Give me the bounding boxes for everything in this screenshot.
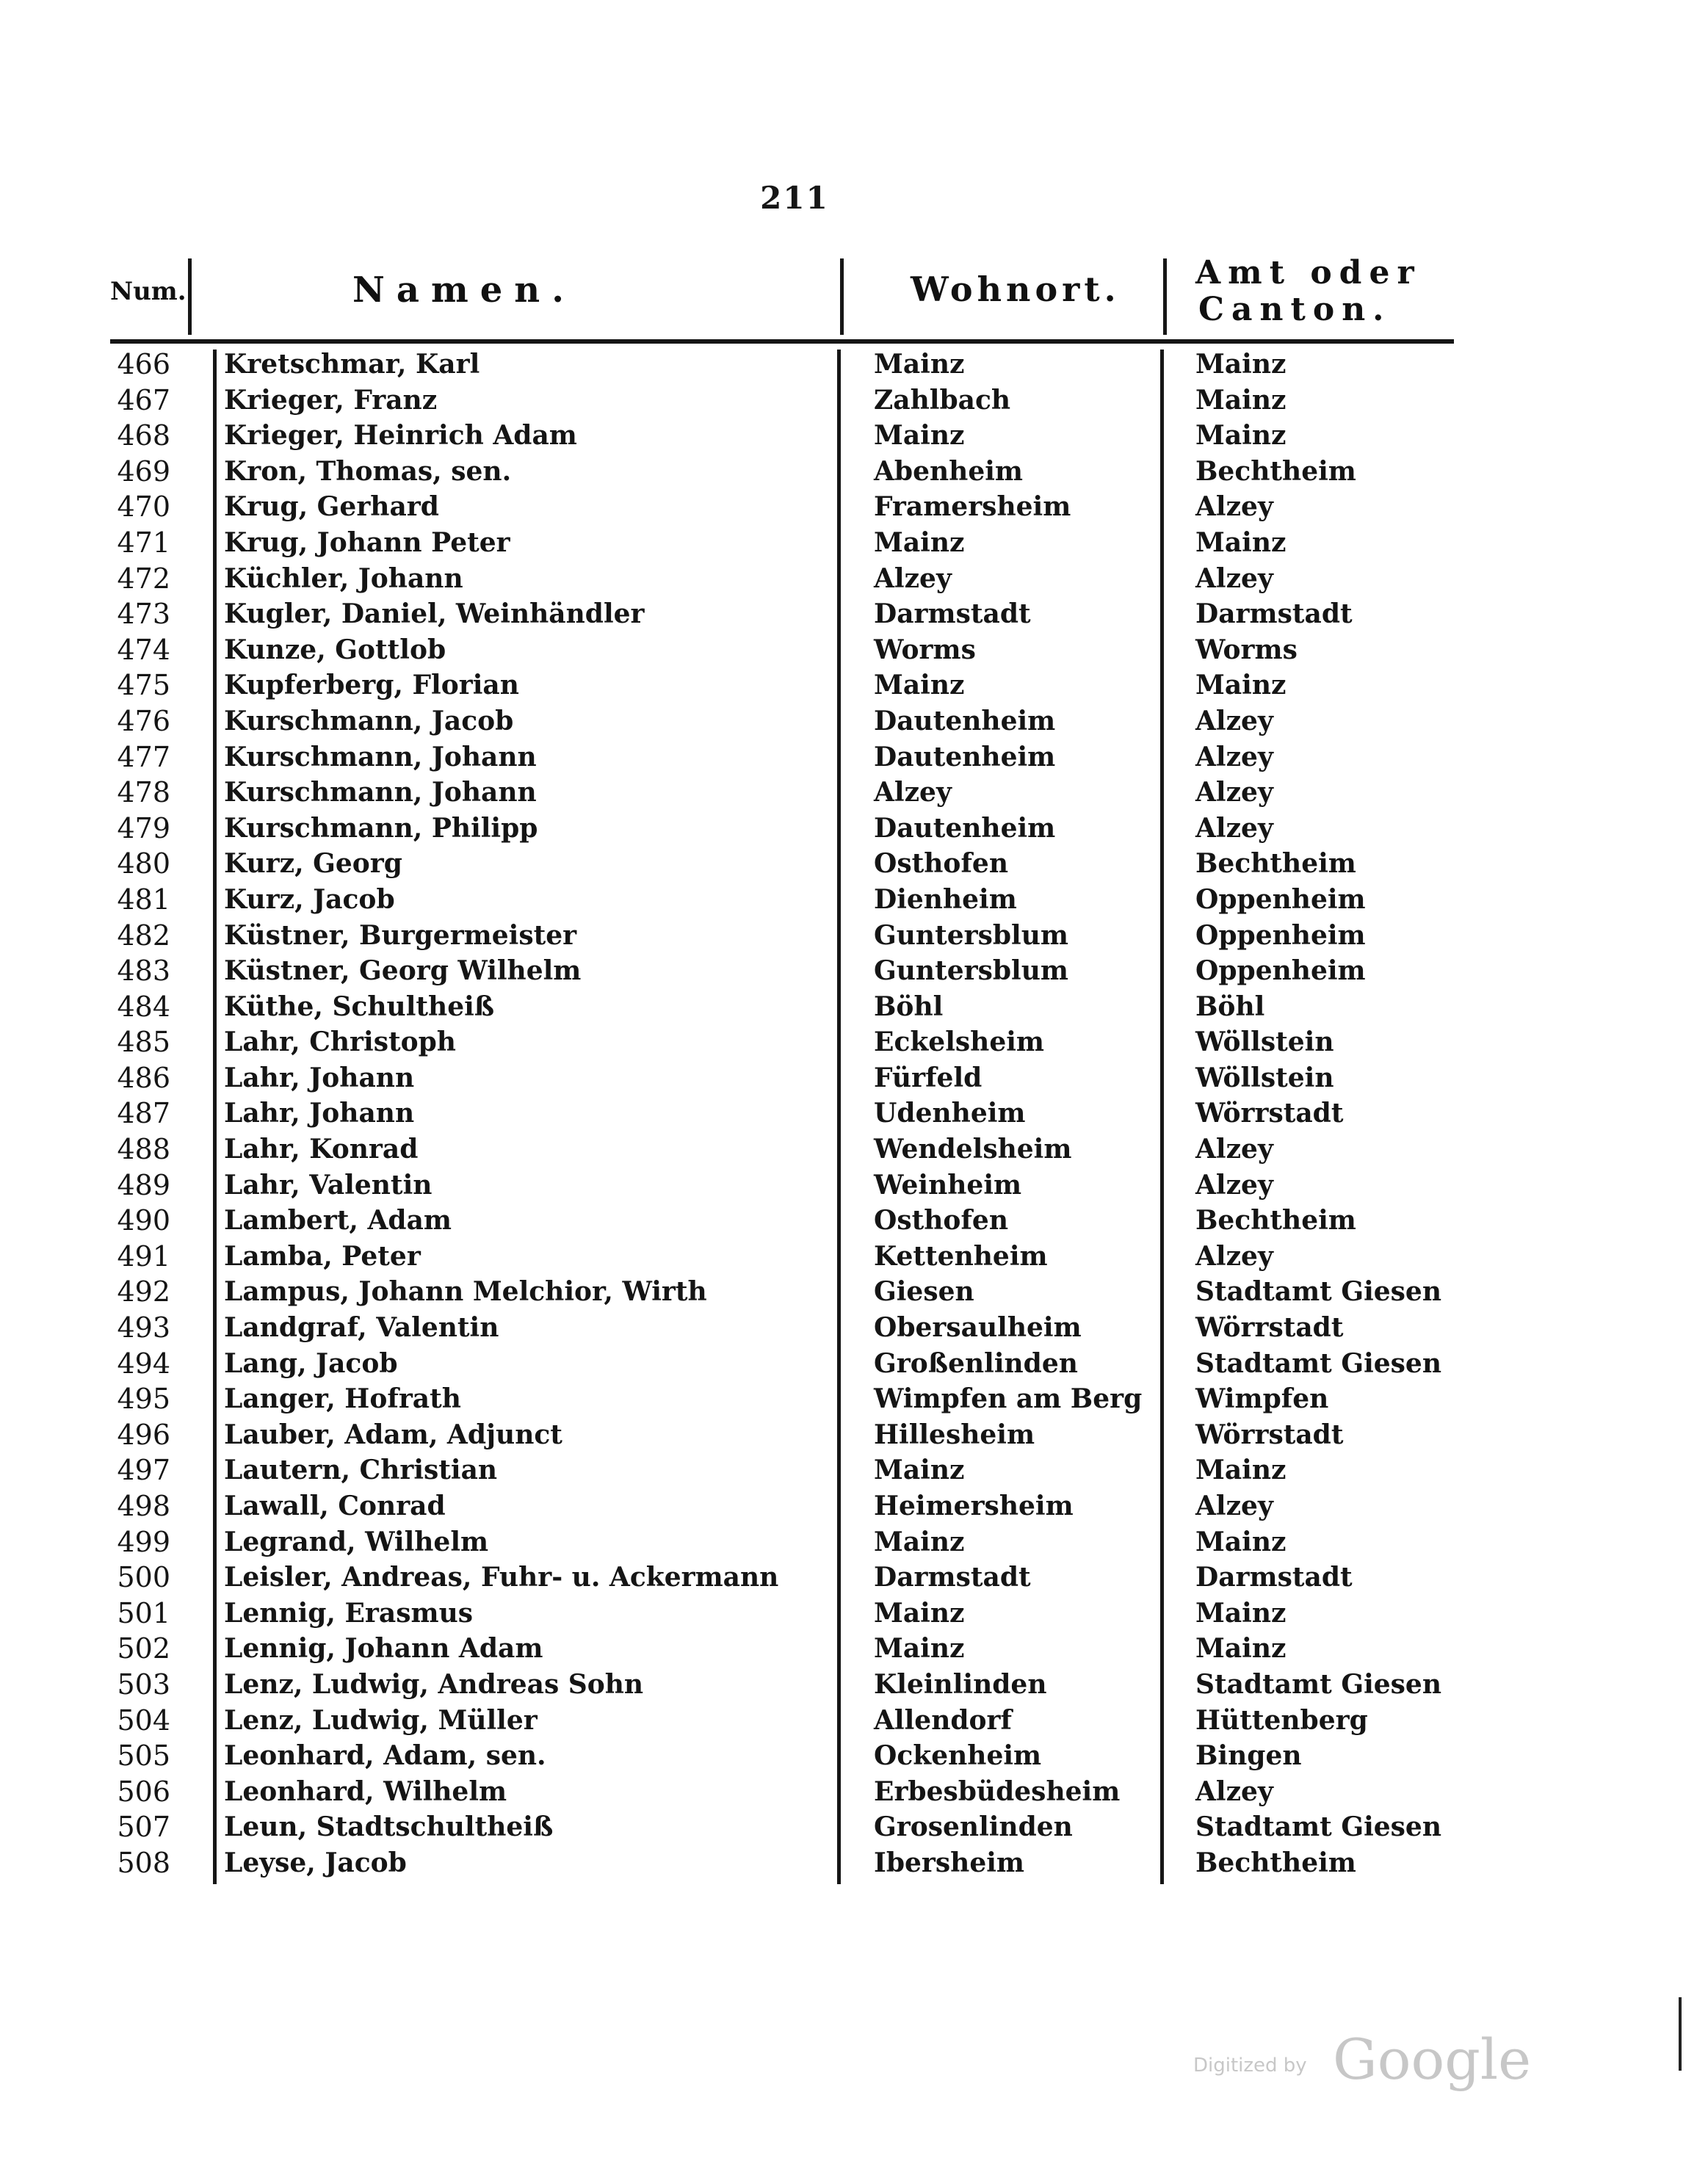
row-name: Leun, Stadtschultheiß	[224, 1811, 554, 1843]
row-num: 493	[117, 1311, 170, 1344]
row-place: Alzey	[874, 777, 952, 808]
header-num: Num.	[110, 277, 187, 306]
table-row	[110, 953, 1454, 989]
row-num: 505	[117, 1740, 170, 1773]
row-place: Worms	[874, 634, 976, 665]
row-place: Mainz	[874, 1526, 965, 1557]
row-place: Dautenheim	[874, 741, 1056, 772]
row-num: 485	[117, 1026, 170, 1059]
table-row	[110, 1168, 1454, 1203]
row-place: Abenheim	[874, 455, 1024, 487]
row-amt: Alzey	[1195, 491, 1273, 523]
row-name: Lahr, Johann	[224, 1062, 415, 1093]
row-amt: Worms	[1195, 634, 1298, 665]
row-name: Leonhard, Adam, sen.	[224, 1740, 546, 1772]
row-place: Kleinlinden	[874, 1668, 1047, 1700]
row-num: 481	[117, 883, 170, 916]
row-num: 486	[117, 1061, 170, 1094]
row-amt: Alzey	[1195, 562, 1273, 594]
row-num: 476	[117, 704, 170, 737]
row-num: 467	[117, 383, 170, 416]
row-place: Udenheim	[874, 1098, 1026, 1129]
table-row	[110, 383, 1454, 419]
row-num: 495	[117, 1383, 170, 1416]
table-row	[110, 454, 1454, 490]
row-amt: Alzey	[1195, 1240, 1273, 1272]
table-row	[110, 1738, 1454, 1774]
row-place: Mainz	[874, 526, 965, 558]
row-place: Darmstadt	[874, 1562, 1031, 1593]
row-amt: Stadtamt Giesen	[1195, 1276, 1442, 1308]
scan-edge-mark	[1679, 1997, 1682, 2071]
row-place: Eckelsheim	[874, 1027, 1044, 1058]
row-num: 501	[117, 1596, 170, 1629]
row-place: Böhl	[874, 991, 944, 1022]
row-num: 507	[117, 1811, 170, 1844]
row-amt: Wöllstein	[1195, 1027, 1334, 1058]
table-row	[110, 918, 1454, 954]
table-row	[110, 1203, 1454, 1239]
table-row	[110, 1809, 1454, 1845]
table-row	[110, 1524, 1454, 1560]
row-name: Kunze, Gottlob	[224, 634, 446, 665]
watermark-prefix: Digitized by	[1193, 2055, 1307, 2077]
row-num: 492	[117, 1275, 170, 1308]
row-amt: Mainz	[1195, 1597, 1287, 1629]
row-num: 496	[117, 1418, 170, 1451]
row-place: Mainz	[874, 420, 965, 452]
row-name: Lauber, Adam, Adjunct	[224, 1419, 562, 1450]
table-row	[110, 882, 1454, 918]
row-amt: Stadtamt Giesen	[1195, 1347, 1442, 1379]
row-place: Großenlinden	[874, 1347, 1078, 1379]
row-amt: Wörrstadt	[1195, 1419, 1344, 1450]
row-amt: Alzey	[1195, 1491, 1273, 1521]
table-row	[110, 989, 1454, 1025]
header-rule	[110, 339, 1454, 344]
row-num: 483	[117, 955, 170, 988]
table-row	[110, 1560, 1454, 1596]
row-num: 488	[117, 1133, 170, 1166]
row-amt: Oppenheim	[1195, 955, 1366, 987]
row-num: 474	[117, 633, 170, 666]
table-row	[110, 1096, 1454, 1132]
row-name: Kupferberg, Florian	[224, 670, 519, 701]
row-name: Leisler, Andreas, Fuhr- u. Ackermann	[224, 1562, 779, 1593]
row-place: Mainz	[874, 1455, 965, 1486]
table-row	[110, 1310, 1454, 1346]
row-name: Lampus, Johann Melchior, Wirth	[224, 1276, 707, 1308]
row-name: Langer, Hofrath	[224, 1383, 461, 1415]
row-amt: Mainz	[1195, 1633, 1287, 1665]
row-amt: Bechtheim	[1195, 1847, 1356, 1878]
row-amt: Bechtheim	[1195, 848, 1356, 880]
row-name: Legrand, Wilhelm	[224, 1526, 489, 1557]
row-amt: Hüttenberg	[1195, 1704, 1368, 1736]
row-place: Kettenheim	[874, 1240, 1048, 1272]
row-num: 468	[117, 419, 170, 452]
row-amt: Alzey	[1195, 812, 1273, 844]
table-row	[110, 418, 1454, 454]
row-name: Kretschmar, Karl	[224, 349, 480, 380]
row-place: Framersheim	[874, 491, 1071, 523]
row-name: Küstner, Georg Wilhelm	[224, 955, 582, 987]
row-amt: Alzey	[1195, 777, 1273, 808]
row-amt: Mainz	[1195, 384, 1287, 416]
table-row	[110, 596, 1454, 632]
table-row	[110, 1845, 1454, 1881]
table-row	[110, 1346, 1454, 1382]
row-amt: Alzey	[1195, 741, 1273, 772]
table-row	[110, 1774, 1454, 1810]
row-amt: Darmstadt	[1195, 598, 1353, 630]
row-num: 504	[117, 1704, 170, 1737]
row-num: 477	[117, 740, 170, 773]
row-name: Kurz, Jacob	[224, 883, 395, 915]
header-place: Wohnort.	[911, 269, 1121, 309]
row-num: 470	[117, 490, 170, 524]
row-place: Dautenheim	[874, 705, 1056, 736]
row-name: Lahr, Christoph	[224, 1027, 456, 1058]
row-place: Darmstadt	[874, 598, 1031, 630]
row-place: Hillesheim	[874, 1419, 1035, 1450]
row-amt: Oppenheim	[1195, 919, 1366, 951]
header-amt-line2: Canton.	[1198, 291, 1392, 328]
row-amt: Wöllstein	[1195, 1062, 1334, 1093]
row-place: Osthofen	[874, 1205, 1009, 1237]
row-amt: Wörrstadt	[1195, 1098, 1344, 1129]
row-amt: Böhl	[1195, 991, 1265, 1022]
row-amt: Alzey	[1195, 705, 1273, 736]
row-place: Guntersblum	[874, 919, 1068, 951]
table-header	[110, 253, 1454, 338]
header-name: Namen.	[352, 269, 576, 311]
row-name: Lautern, Christian	[224, 1455, 498, 1486]
table-row	[110, 1060, 1454, 1096]
register-table	[110, 347, 1454, 1881]
table-row	[110, 811, 1454, 847]
row-num: 500	[117, 1561, 170, 1594]
row-place: Allendorf	[874, 1704, 1012, 1736]
row-place: Guntersblum	[874, 955, 1068, 987]
table-row	[110, 703, 1454, 739]
row-place: Zahlbach	[874, 384, 1011, 416]
column-divider	[840, 258, 844, 335]
row-name: Leonhard, Wilhelm	[224, 1775, 507, 1807]
row-name: Lenz, Ludwig, Müller	[224, 1704, 538, 1736]
row-num: 482	[117, 919, 170, 952]
row-amt: Alzey	[1195, 1134, 1273, 1165]
row-amt: Wimpfen	[1195, 1383, 1329, 1415]
row-amt: Stadtamt Giesen	[1195, 1811, 1442, 1843]
row-name: Krug, Johann Peter	[224, 526, 510, 558]
row-name: Kugler, Daniel, Weinhändler	[224, 598, 645, 630]
row-num: 480	[117, 847, 170, 880]
row-name: Lennig, Erasmus	[224, 1597, 474, 1629]
row-place: Giesen	[874, 1276, 974, 1308]
table-row	[110, 489, 1454, 525]
row-place: Wimpfen am Berg	[874, 1383, 1143, 1415]
row-name: Krieger, Franz	[224, 384, 438, 416]
row-amt: Mainz	[1195, 526, 1287, 558]
row-num: 489	[117, 1168, 170, 1201]
table-row	[110, 1488, 1454, 1524]
row-num: 503	[117, 1668, 170, 1701]
table-row	[110, 632, 1454, 668]
row-name: Lennig, Johann Adam	[224, 1633, 543, 1665]
row-name: Lang, Jacob	[224, 1347, 398, 1379]
table-row	[110, 739, 1454, 775]
row-num: 494	[117, 1347, 170, 1380]
row-amt: Mainz	[1195, 670, 1287, 701]
row-amt: Mainz	[1195, 1455, 1287, 1486]
google-watermark	[1193, 2027, 1604, 2092]
row-num: 471	[117, 526, 170, 559]
row-name: Lahr, Valentin	[224, 1169, 433, 1201]
row-name: Krug, Gerhard	[224, 491, 439, 523]
table-row	[110, 525, 1454, 561]
table-row	[110, 1596, 1454, 1632]
row-place: Dienheim	[874, 883, 1017, 915]
row-num: 508	[117, 1846, 170, 1879]
row-num: 502	[117, 1632, 170, 1665]
row-num: 491	[117, 1239, 170, 1273]
row-place: Grosenlinden	[874, 1811, 1073, 1843]
row-amt: Stadtamt Giesen	[1195, 1668, 1442, 1700]
row-num: 478	[117, 776, 170, 809]
row-name: Kurschmann, Philipp	[224, 812, 538, 844]
table-row	[110, 1703, 1454, 1739]
row-place: Mainz	[874, 349, 965, 380]
row-num: 506	[117, 1775, 170, 1808]
row-amt: Oppenheim	[1195, 883, 1366, 915]
row-place: Mainz	[874, 670, 965, 701]
row-amt: Bechtheim	[1195, 455, 1356, 487]
table-row	[110, 775, 1454, 811]
table-row	[110, 1452, 1454, 1488]
table-row	[110, 1381, 1454, 1417]
row-place: Mainz	[874, 1633, 965, 1665]
row-num: 499	[117, 1525, 170, 1558]
row-name: Küstner, Burgermeister	[224, 919, 577, 951]
table-row	[110, 1667, 1454, 1703]
row-num: 490	[117, 1204, 170, 1237]
row-amt: Bechtheim	[1195, 1205, 1356, 1237]
row-place: Fürfeld	[874, 1062, 983, 1093]
row-amt: Mainz	[1195, 420, 1287, 452]
header-amt	[1195, 255, 1422, 328]
row-place: Weinheim	[874, 1169, 1022, 1201]
table-row	[110, 1239, 1454, 1275]
header-amt-line1: Amt oder	[1195, 254, 1422, 292]
row-amt: Alzey	[1195, 1775, 1273, 1807]
row-name: Krieger, Heinrich Adam	[224, 420, 577, 452]
row-place: Heimersheim	[874, 1491, 1074, 1521]
row-place: Wendelsheim	[874, 1134, 1072, 1165]
row-name: Kurschmann, Johann	[224, 741, 537, 772]
table-row	[110, 347, 1454, 383]
row-place: Mainz	[874, 1597, 965, 1629]
row-num: 475	[117, 669, 170, 702]
row-name: Leyse, Jacob	[224, 1847, 407, 1878]
row-name: Küchler, Johann	[224, 562, 463, 594]
table-row	[110, 1631, 1454, 1667]
row-num: 487	[117, 1097, 170, 1130]
row-name: Kurschmann, Jacob	[224, 705, 514, 736]
page-number: 211	[760, 180, 829, 216]
row-name: Lamba, Peter	[224, 1240, 421, 1272]
table-row	[110, 1024, 1454, 1060]
row-name: Kron, Thomas, sen.	[224, 455, 512, 487]
row-place: Alzey	[874, 562, 952, 594]
row-num: 466	[117, 348, 170, 380]
column-divider	[188, 258, 192, 335]
row-num: 479	[117, 811, 170, 844]
row-name: Küthe, Schultheiß	[224, 991, 495, 1022]
row-num: 497	[117, 1454, 170, 1487]
row-place: Osthofen	[874, 848, 1009, 880]
row-name: Kurz, Georg	[224, 848, 402, 880]
row-amt: Mainz	[1195, 349, 1287, 380]
row-amt: Darmstadt	[1195, 1562, 1353, 1593]
row-place: Dautenheim	[874, 812, 1056, 844]
table-row	[110, 1132, 1454, 1168]
google-logo: Google	[1333, 2027, 1532, 2092]
row-place: Ibersheim	[874, 1847, 1024, 1878]
row-name: Lahr, Johann	[224, 1098, 415, 1129]
table-row	[110, 667, 1454, 703]
row-num: 472	[117, 562, 170, 595]
row-place: Obersaulheim	[874, 1312, 1082, 1344]
row-name: Lambert, Adam	[224, 1205, 452, 1237]
row-name: Kurschmann, Johann	[224, 777, 537, 808]
row-name: Lawall, Conrad	[224, 1491, 446, 1521]
table-row	[110, 1417, 1454, 1453]
row-num: 484	[117, 990, 170, 1023]
row-name: Lenz, Ludwig, Andreas Sohn	[224, 1668, 644, 1700]
row-place: Erbesbüdesheim	[874, 1775, 1121, 1807]
row-num: 473	[117, 598, 170, 631]
column-divider	[1163, 258, 1167, 335]
row-name: Landgraf, Valentin	[224, 1312, 499, 1344]
table-row	[110, 846, 1454, 882]
row-amt: Bingen	[1195, 1740, 1302, 1772]
row-num: 469	[117, 455, 170, 488]
table-row	[110, 1274, 1454, 1310]
row-name: Lahr, Konrad	[224, 1134, 419, 1165]
row-amt: Alzey	[1195, 1169, 1273, 1201]
table-row	[110, 561, 1454, 597]
row-place: Ockenheim	[874, 1740, 1042, 1772]
row-num: 498	[117, 1490, 170, 1522]
row-amt: Mainz	[1195, 1526, 1287, 1557]
row-amt: Wörrstadt	[1195, 1312, 1344, 1344]
